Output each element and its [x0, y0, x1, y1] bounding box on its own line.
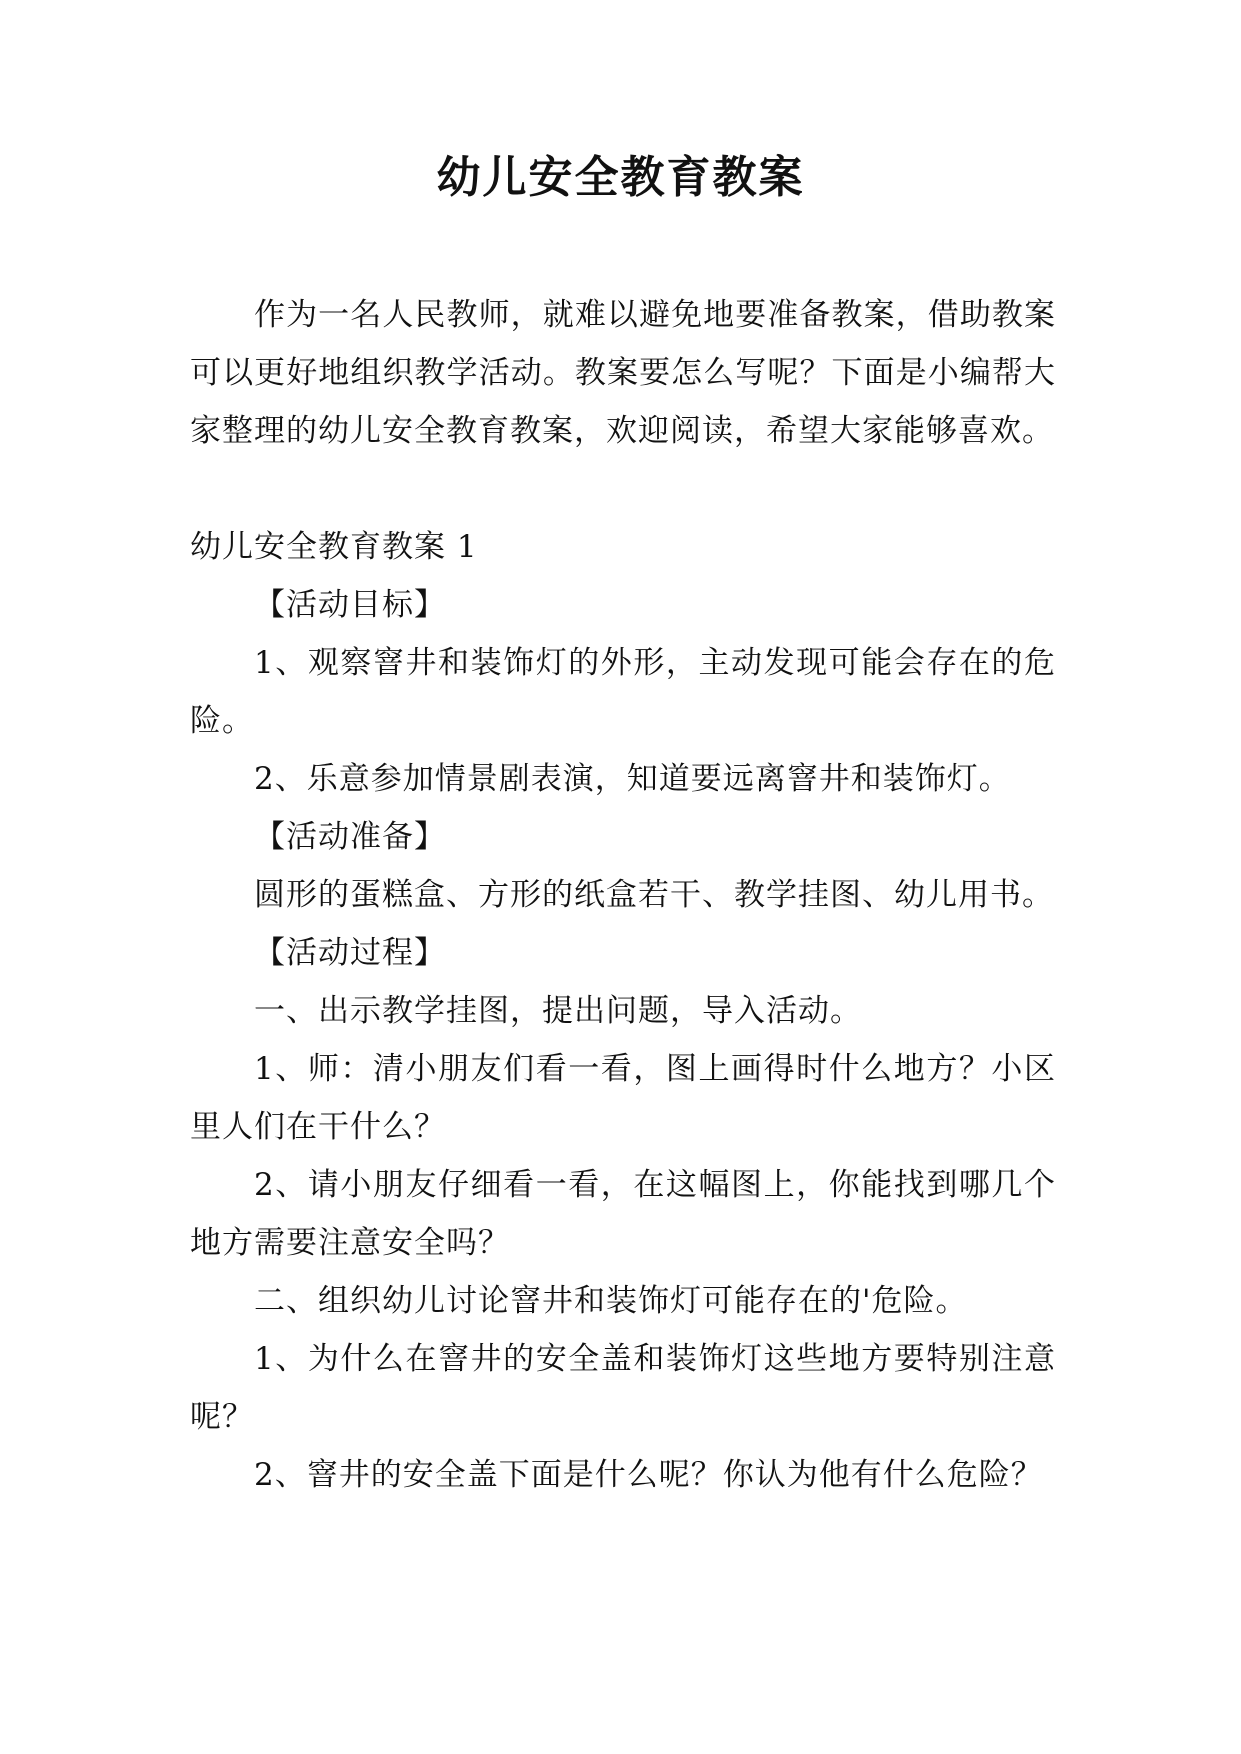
paragraph-spacer	[190, 460, 1056, 518]
goal-item-1: 1、观察窨井和装饰灯的外形，主动发现可能会存在的危险。	[190, 645, 1056, 739]
process-step-2-item-2: 2、窨井的安全盖下面是什么呢？你认为他有什么危险？	[254, 1457, 1043, 1493]
process-step-2-item-1: 1、为什么在窨井的安全盖和装饰灯这些地方要特别注意呢？	[190, 1341, 1056, 1435]
heading-activity-preparation: 【活动准备】	[254, 819, 446, 855]
document-body	[190, 286, 1056, 1504]
heading-activity-goals: 【活动目标】	[254, 587, 446, 623]
process-step-2: 二、组织幼儿讨论窨井和装饰灯可能存在的'危险。	[254, 1283, 968, 1319]
section-heading: 幼儿安全教育教案 1	[190, 529, 478, 565]
document-title: 幼儿安全教育教案	[436, 152, 805, 203]
heading-activity-process: 【活动过程】	[254, 935, 446, 971]
process-step-1: 一、出示教学挂图，提出问题，导入活动。	[254, 993, 862, 1029]
goal-item-2: 2、乐意参加情景剧表演，知道要远离窨井和装饰灯。	[254, 761, 1011, 797]
process-step-1-item-2: 2、请小朋友仔细看一看，在这幅图上，你能找到哪几个地方需要注意安全吗？	[190, 1167, 1056, 1261]
process-step-1-item-1: 1、师：清小朋友们看一看，图上画得时什么地方？小区里人们在干什么？	[190, 1051, 1056, 1145]
intro-paragraph: 作为一名人民教师，就难以避免地要准备教案，借助教案可以更好地组织教学活动。教案要怎么写呢？下面是小编帮大家整理的幼儿安全教育教案，欢迎阅读，希望大家能够喜欢。	[190, 297, 1056, 449]
preparation-text: 圆形的蛋糕盒、方形的纸盒若干、教学挂图、幼儿用书。	[254, 877, 1054, 913]
